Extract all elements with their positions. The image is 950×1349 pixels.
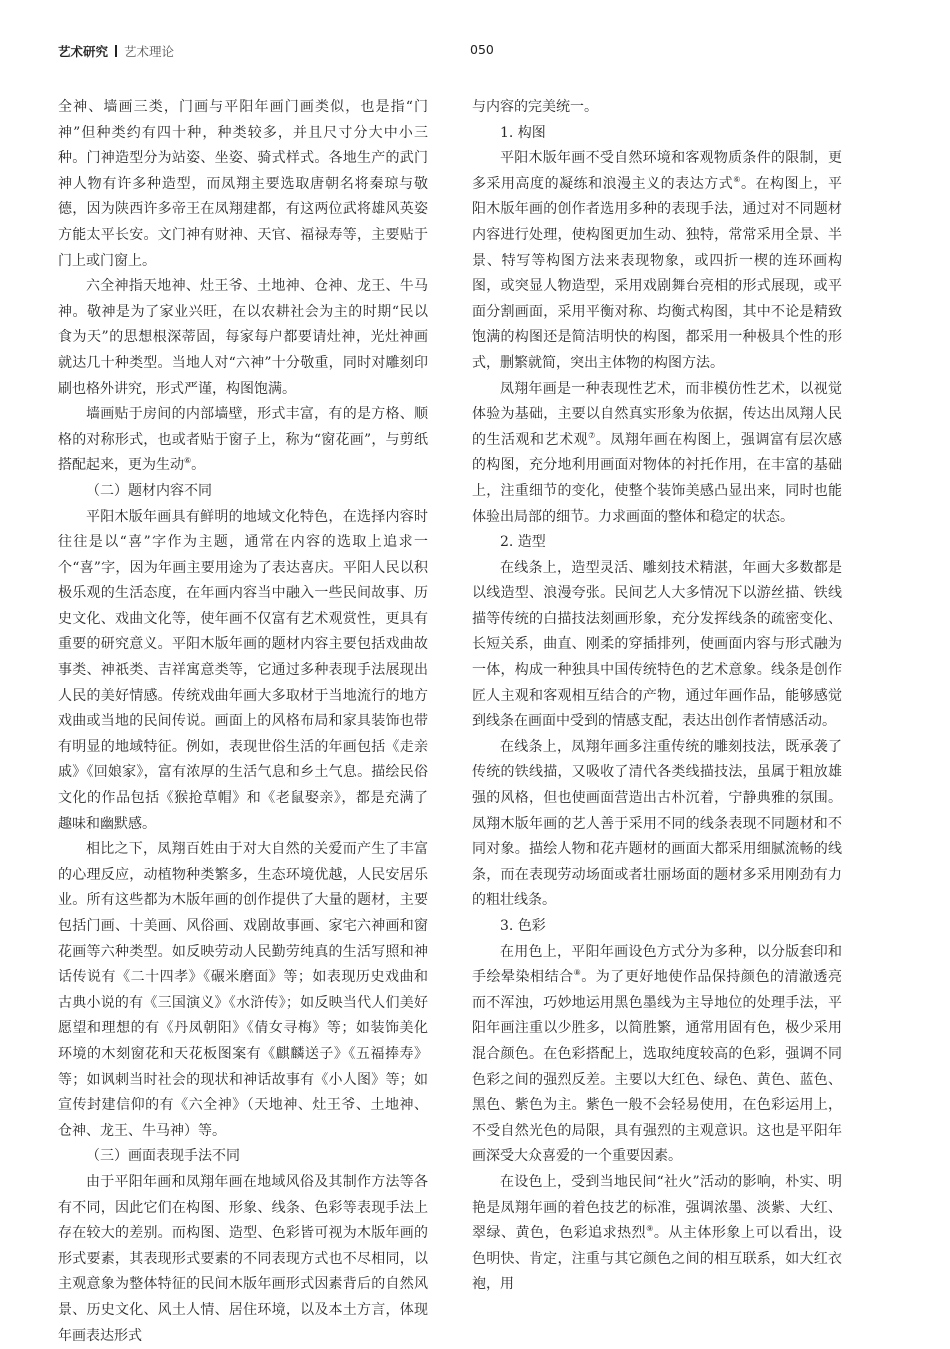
paragraph: 在线条上，凤翔年画多注重传统的雕刻技法，既承袭了传统的铁线描，又吸收了清代各类线描技法，虽属于粗放雄强的风格，但也使画面营造出古朴沉着，宁静典雅的氛围。凤翔木版年画的艺人善于采用不同的线条表现不同题材和不同对象。描绘人物和花卉题材的画面大都采用细腻流畅的线条，而在表现劳动场面或者壮丽场面的题材多采用刚劲有力的粗壮线条。	[472, 738, 842, 909]
paragraph	[58, 402, 428, 479]
paragraph-text: 凤翔年画是一种表现性艺术，而非模仿性艺术，以视觉体验为基础，主要以自然真实形象为依据，传达出凤翔人民的生活观和艺术观	[472, 380, 842, 448]
left-column	[58, 95, 428, 1344]
journal-name: 艺术研究	[58, 44, 109, 59]
paragraph-text: 。为了更好地使作品保持颜色的清澈透亮而不浑浊，巧妙地运用黑色墨线为主导地位的处理手法，平阳年画注重以少胜多，以简胜繁，通常用固有色，极少采用混合颜色。在色彩搭配上，选取纯度较高的色彩，强调不同色彩之间的强烈反差。主要以大红色、绿色、黄色、蓝色、黑色、紫色为主。紫色一般不会轻易使用，在色彩运用上，不受自然光色的局限，具有强烈的主观意识。这也是平阳年画深受大众喜爱的一个重要因素。	[472, 969, 843, 1165]
paragraph: 平阳木版年画具有鲜明的地域文化特色，在选择内容时往往是以“喜”字作为主题，通常在内容的选取上追求一个“喜”字，因为年画主要用途为了表达喜庆。平阳人民以积极乐观的生活态度，在年画内容当中融入一些民间故事、历史文化、戏曲文化等，使年画不仅富有艺术观赏性，更具有重要的研究意义。平阳木版年画的题材内容主要包括戏曲故事类、神祇类、吉祥寓意类等，它通过多种表现手法展现出人民的美好情感。传统戏曲年画大多取材于当地流行的地方戏曲或当地的民间传说。画面上的风格布局和家具装饰也带有明显的地域特征。例如，表现世俗生活的年画包括《走亲戚》《回娘家》，富有浓厚的生活气息和乡土气息。描绘民俗文化的作品包括《猴抢草帽》和《老鼠娶亲》，都是充满了趣味和幽默感。	[58, 508, 428, 832]
footnote-marker: ⑦	[588, 430, 596, 440]
paragraph-text: 。在构图上，平阳木版年画的创作者选用多种的表现手法，通过对不同题材内容进行处理，使构图更加生动、独特，常常采用全景、半景、特写等构图方法来表现物象，或四折一楔的连环画构图，或突显人物造型，采用戏剧舞台亮相的形式展现，或平面分割画面，采用平衡对称、均衡式构图，其中不论是精致饱满的构图还是简洁明快的构图，都采用一种极具个性的形式，删繁就简，突出主体物的构图方法。	[472, 175, 843, 371]
paragraph: 与内容的完美统一。	[472, 99, 598, 115]
paragraph	[472, 377, 842, 531]
section-name: 艺术理论	[124, 44, 175, 59]
right-column	[472, 95, 843, 1293]
paragraph: 在线条上，造型灵活、雕刻技术精湛，年画大多数都是以线造型、浪漫夸张。民间艺人大多情况下以游丝描、铁线描等传统的白描技法刻画形象，充分发挥线条的疏密变化、长短关系，曲直、刚柔的穿插排列，使画面内容与形式融为一体，构成一种独具中国传统特色的艺术意象。线条是创作匠人主观和客观相互结合的产物，通过年画作品，能够感觉到线条在画面中受到的情感支配，表达出创作者情感活动。	[472, 559, 842, 730]
paragraph-text: 平阳木版年画不受自然环境和客观物质条件的限制，更多采用高度的凝练和浪漫主义的表达方式	[472, 150, 842, 192]
subsection-heading: 2. 造型	[500, 534, 546, 551]
footnote-marker: ⑨	[646, 1224, 654, 1234]
paragraph-text: 在设色上，受到当地民间“社火”活动的影响，朴实、明艳是凤翔年画的着色技艺的标准，强调浓墨、淡紫、大红、翠绿、黄色，色彩追求热烈	[472, 1173, 842, 1242]
paragraph	[472, 940, 842, 1170]
paragraph-text: 。	[191, 457, 206, 474]
footnote-marker: ⑥	[184, 456, 192, 466]
paragraph-text: 。从主体形象上可以看出，设色明快、肯定，注重与其它颜色之间的相互联系，如大红衣袍，用	[472, 1225, 843, 1293]
paragraph-text: 墙画贴于房间的内部墙壁，形式丰富，有的是方格、顺格的对称形式，也或者贴于窗子上，称为“窗花画”，与剪纸搭配起来，更为生动	[58, 406, 428, 474]
paragraph-text: 。凤翔年画在构图上，强调富有层次感的构图，充分地利用画面对物体的衬托作用，在丰富的基础上，注重细节的变化，使整个装饰美感凸显出来，同时也能体验出局部的细节。力求画面的整体和稳定的状态。	[472, 431, 843, 525]
section-heading: （三）画面表现手法不同	[86, 1148, 240, 1165]
subsection-heading: 3. 色彩	[500, 918, 546, 934]
paragraph-text: 在用色上，平阳年画设色方式分为多种，以分版套印和手绘晕染相结合	[472, 943, 842, 986]
footnote-marker: ⑥	[733, 174, 741, 184]
page-number: 050	[470, 42, 494, 57]
paragraph: 由于平阳年画和凤翔年画在地域风俗及其制作方法等各有不同，因此它们在构图、形象、线条、色彩等表现手法上存在较大的差别。而构图、造型、色彩皆可视为木版年画的形式要素，其表现形式要素的不同表现方式也不尽相同，以主观意象为整体特征的民间木版年画形式因素背后的自然风景、历史文化、风土人情、居住环境，以及本土方言，体现年画表达形式	[58, 1173, 428, 1344]
paragraph: 相比之下，凤翔百姓由于对大自然的关爱而产生了丰富的心理反应，动植物种类繁多，生态环境优越，人民安居乐业。所有这些都为木版年画的创作提供了大量的题材，主要包括门画、十美画、风俗画、戏剧故事画、家宅六神画和窗花画等六种类型。如反映劳动人民勤劳纯真的生活写照和神话传说有《二十四孝》《碾米磨面》等；如表现历史戏曲和古典小说的有《三国演义》《水浒传》；如反映当代人们美好愿望和理想的有《丹凤朝阳》《倩女寻梅》等；如装饰美化环境的木刻窗花和天花板图案有《麒麟送子》《五福捧寿》等；如讽刺当时社会的现状和神话故事有《小人图》等；如宣传封建信仰的有《六全神》（天地神、灶王爷、土地神、仓神、龙王、牛马神）等。	[58, 841, 428, 1139]
header-divider	[115, 45, 117, 57]
section-heading: （二）题材内容不同	[86, 482, 212, 499]
paragraph	[472, 146, 842, 376]
paragraph	[472, 1170, 842, 1298]
paragraph: 全神、墙画三类，门画与平阳年画门画类似，也是指“门神”但种类约有四十种，种类较多，并且尺寸分大中小三种。门神造型分为站姿、坐姿、骑式样式。各地生产的武门神人物有许多种造型，而凤翔主要选取唐朝名将秦琼与敬德，因为陕西许多帝王在凤翔建都，有这两位武将雄风英姿方能太平长安。文门神有财神、天官、福禄寿等，主要贴于门上或门窗上。	[58, 99, 428, 269]
page-header	[58, 40, 892, 64]
subsection-heading: 1. 构图	[500, 124, 546, 141]
running-head	[58, 42, 174, 60]
paragraph: 六全神指天地神、灶王爷、土地神、仓神、龙王、牛马神。敬神是为了家业兴旺，在以农耕社会为主的时期“民以食为天”的思想根深蒂固，每家每户都要请灶神，光灶神画就达几十种类型。当地人对“六神”十分敬重，同时对雕刻印刷也格外讲究，形式严谨，构图饱满。	[58, 278, 428, 397]
footnote-marker: ⑧	[573, 968, 582, 978]
